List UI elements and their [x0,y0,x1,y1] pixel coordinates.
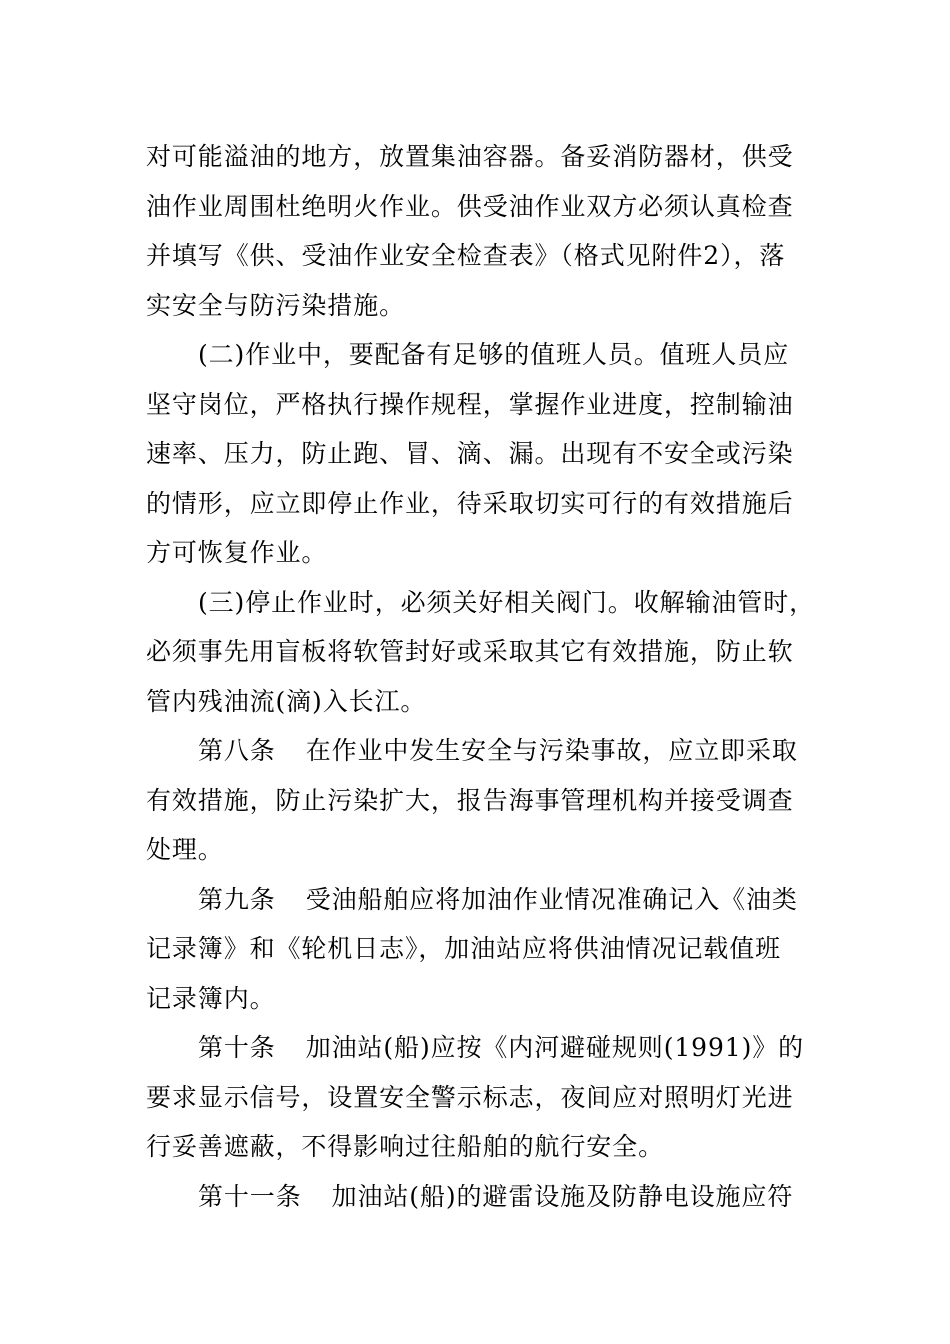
text-line: 行妥善遮蔽，不得影响过往船舶的航行安全。 [146,1132,665,1161]
text-line: 对可能溢油的地方，放置集油容器。备妥消防器材，供受 [146,142,794,171]
article-10-heading: 第十条 [198,1033,276,1062]
article-8-first-line [146,726,806,776]
text-line: 速率、压力，防止跑、冒、滴、漏。出现有不安全或污染 [146,439,794,468]
text-line: 必须事先用盲板将软管封好或采取其它有效措施，防止软 [146,637,794,666]
text-line: 的情形，应立即停止作业，待采取切实可行的有效措施后 [146,488,794,518]
text-line: 坚守岗位，严格执行操作规程，掌握作业进度，控制输油 [146,389,794,419]
article-9-first-line [146,875,806,925]
text-line: 管内残油流(滴)入长江。 [146,686,427,716]
article-11-text: 加油站(船)的避雷设施及防静电设施应符 [331,1181,794,1211]
document-body [146,132,816,1221]
text-line: 实安全与防污染措施。 [146,290,406,320]
article-8-text: 在作业中发生安全与污染事故，应立即采取 [305,736,798,765]
article-8-heading: 第八条 [198,736,276,765]
text-line: 并填写《供、受油作业安全检查表》（格式见附件2），落 [146,241,786,270]
article-11-first-line [146,1172,806,1222]
text-line: 记录簿内。 [146,983,276,1013]
text-line: 方可恢复作业。 [146,538,328,567]
text-line: 有效措施，防止污染扩大，报告海事管理机构并接受调查 [146,785,794,815]
article-10-text: 加油站(船)应按《内河避碰规则(1991)》的 [305,1033,805,1062]
article-9-heading: 第九条 [198,884,276,914]
text-line: 处理。 [146,835,224,864]
text-line: 记录簿》和《轮机日志》，加油站应将供油情况记载值班 [146,934,782,963]
paragraph-first-line: (三)停止作业时，必须关好相关阀门。收解输油管时， [198,587,816,617]
article-11-heading: 第十一条 [198,1181,302,1211]
text-line: 要求显示信号，设置安全警示标志，夜间应对照明灯光进 [146,1082,794,1112]
paragraph-first-line: (二)作业中，要配备有足够的值班人员。值班人员应 [198,340,790,369]
article-10-first-line [146,1023,806,1073]
article-9-text: 受油船舶应将加油作业情况准确记入《油类 [305,884,798,914]
text-line: 油作业周围杜绝明火作业。供受油作业双方必须认真检查 [146,191,794,221]
